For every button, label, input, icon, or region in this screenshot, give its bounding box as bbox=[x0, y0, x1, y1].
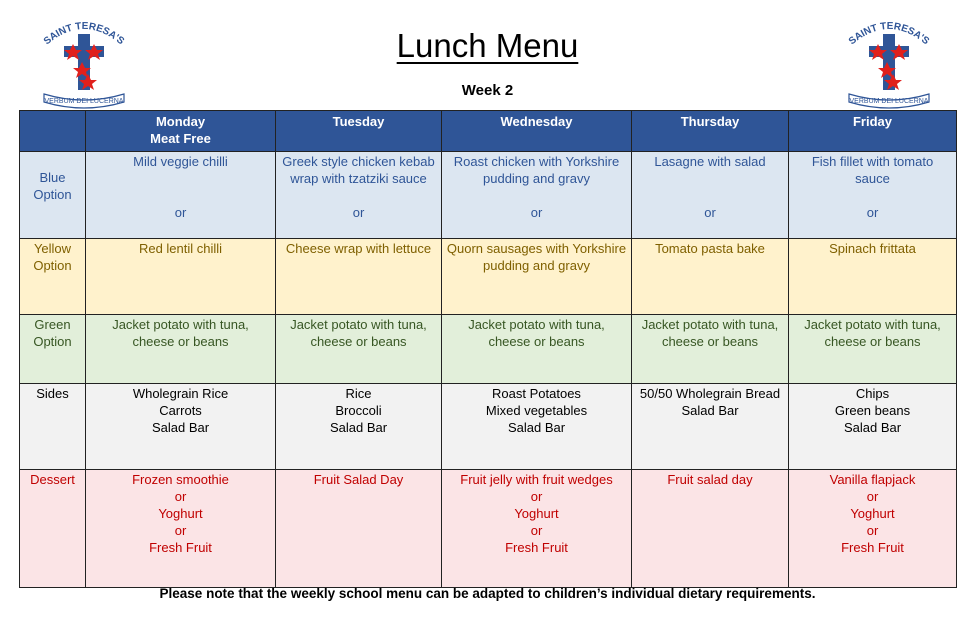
menu-item-text: Vanilla flapjack bbox=[829, 472, 916, 487]
menu-item-text: Fruit Salad Day bbox=[313, 472, 404, 487]
menu-item-text: Jacket potato with tuna, bbox=[641, 317, 779, 332]
row-label-dessert bbox=[20, 470, 86, 588]
menu-cell-yellow-option-monday bbox=[86, 239, 276, 315]
menu-cell-sides-monday bbox=[86, 384, 276, 470]
menu-cell-yellow-option-friday bbox=[789, 239, 957, 315]
menu-item-text: Broccoli bbox=[335, 403, 382, 418]
row-label-line: Option bbox=[33, 258, 72, 273]
menu-item-text: Spinach frittata bbox=[829, 241, 916, 256]
row-label-line: Dessert bbox=[30, 472, 75, 487]
menu-item-text: Salad Bar bbox=[329, 420, 388, 435]
menu-item-text: Yoghurt bbox=[158, 506, 203, 521]
header-wednesday: Wednesday bbox=[442, 111, 632, 152]
menu-cell-sides-wednesday bbox=[442, 384, 632, 470]
menu-item-text: Red lentil chilli bbox=[138, 241, 223, 256]
menu-item-text: or bbox=[174, 489, 187, 504]
menu-item-text: Jacket potato with tuna, bbox=[290, 317, 427, 332]
menu-cell-yellow-option-tuesday bbox=[276, 239, 442, 315]
table-row-dessert bbox=[20, 470, 957, 588]
table-row-green-option bbox=[20, 315, 957, 384]
menu-item-text: Yoghurt bbox=[514, 506, 559, 521]
menu-item-text: Mild veggie chilli bbox=[133, 154, 228, 169]
menu-item-text: pudding and gravy bbox=[483, 258, 590, 273]
table-row-blue-option bbox=[20, 152, 957, 239]
menu-item-text: cheese or beans bbox=[310, 334, 407, 349]
menu-item-text: Salad Bar bbox=[681, 403, 739, 418]
menu-item-text: or bbox=[866, 523, 879, 538]
menu-item-text: Frozen smoothie bbox=[132, 472, 229, 487]
row-label-line: Blue bbox=[39, 170, 66, 185]
header-thursday: Thursday bbox=[632, 111, 789, 152]
menu-cell-blue-option-friday bbox=[789, 152, 957, 239]
menu-item-text: cheese or beans bbox=[824, 334, 921, 349]
menu-cell-blue-option-thursday bbox=[632, 152, 789, 239]
menu-cell-blue-option-tuesday bbox=[276, 152, 442, 239]
menu-cell-dessert-wednesday bbox=[442, 470, 632, 588]
menu-item-text: or bbox=[866, 489, 879, 504]
page-title-text: Lunch Menu bbox=[396, 27, 579, 64]
menu-item-text: Quorn sausages with Yorkshire bbox=[446, 241, 627, 256]
menu-item-text: Fresh Fruit bbox=[841, 540, 904, 555]
menu-cell-dessert-friday bbox=[789, 470, 957, 588]
menu-item-text: Wholegrain Rice bbox=[132, 386, 229, 401]
logo-top-text: SAINT TERESA'S bbox=[41, 20, 127, 48]
menu-item-text: Fruit jelly with fruit wedges bbox=[460, 472, 613, 487]
week-label: Week 2 bbox=[461, 82, 514, 99]
or-separator: or bbox=[530, 205, 543, 220]
row-label-line: Green bbox=[34, 317, 71, 332]
menu-item-text: Tomato pasta bake bbox=[655, 241, 765, 256]
menu-item-text: Mixed vegetables bbox=[485, 403, 588, 418]
menu-item-text: Greek style chicken kebab bbox=[282, 154, 435, 169]
menu-item-text: cheese or beans bbox=[488, 334, 585, 349]
header-friday: Friday bbox=[789, 111, 957, 152]
menu-item-text: pudding and gravy bbox=[483, 171, 590, 186]
header-tuesday: Tuesday bbox=[276, 111, 442, 152]
menu-item-text: or bbox=[530, 489, 543, 504]
menu-item-text: Fruit salad day bbox=[667, 472, 753, 487]
dietary-note: Please note that the weekly school menu can be adapted to children’s individual dietary requirements. bbox=[159, 586, 816, 601]
menu-item-text: Salad Bar bbox=[151, 420, 210, 435]
menu-cell-green-option-friday bbox=[789, 315, 957, 384]
menu-item-text: Cheese wrap with lettuce bbox=[285, 241, 432, 256]
menu-item-text: Roast chicken with Yorkshire bbox=[453, 154, 620, 169]
menu-item-text: Fresh Fruit bbox=[505, 540, 568, 555]
or-separator: or bbox=[704, 205, 716, 220]
menu-item-text: Carrots bbox=[159, 403, 202, 418]
header-corner bbox=[20, 111, 86, 152]
menu-item-text: Green beans bbox=[834, 403, 911, 418]
menu-item-text: Chips bbox=[855, 386, 890, 401]
logo-top-text: SAINT TERESA'S bbox=[846, 20, 932, 48]
row-label-blue-option bbox=[20, 152, 86, 239]
menu-item-text: 50/50 Wholegrain Bread bbox=[639, 386, 781, 401]
menu-item-text: Yoghurt bbox=[850, 506, 895, 521]
or-separator: or bbox=[352, 205, 365, 220]
menu-item-text: wrap with tzatziki sauce bbox=[290, 171, 427, 186]
menu-cell-dessert-thursday bbox=[632, 470, 789, 588]
menu-item-text: Jacket potato with tuna, bbox=[804, 317, 941, 332]
menu-cell-green-option-thursday bbox=[632, 315, 789, 384]
menu-item-text: Jacket potato with tuna, bbox=[468, 317, 605, 332]
menu-cell-yellow-option-wednesday bbox=[442, 239, 632, 315]
menu-item-text: cheese or beans bbox=[661, 334, 759, 349]
menu-item-text: Fish fillet with tomato bbox=[811, 154, 934, 169]
menu-item-text: Lasagne with salad bbox=[654, 154, 766, 169]
row-label-line: Option bbox=[33, 187, 72, 202]
menu-cell-dessert-tuesday bbox=[276, 470, 442, 588]
menu-item-text: cheese or beans bbox=[132, 334, 229, 349]
table-row-sides bbox=[20, 384, 957, 470]
row-label-green-option bbox=[20, 315, 86, 384]
menu-cell-green-option-tuesday bbox=[276, 315, 442, 384]
menu-cell-sides-friday bbox=[789, 384, 957, 470]
menu-item-text: Jacket potato with tuna, bbox=[112, 317, 249, 332]
menu-item-text: Fresh Fruit bbox=[149, 540, 212, 555]
row-label-line: Yellow bbox=[33, 241, 72, 256]
menu-cell-dessert-monday bbox=[86, 470, 276, 588]
row-label-sides bbox=[20, 384, 86, 470]
menu-cell-sides-thursday bbox=[632, 384, 789, 470]
menu-cell-yellow-option-thursday bbox=[632, 239, 789, 315]
table-row-yellow-option bbox=[20, 239, 957, 315]
logo-bottom-text: VERBUM DEI LUCERNA bbox=[44, 98, 124, 105]
logo-bottom-text: VERBUM DEI LUCERNA bbox=[849, 98, 929, 105]
menu-item-text: Roast Potatoes bbox=[492, 386, 581, 401]
header-monday: Monday Meat Free bbox=[86, 111, 276, 152]
menu-item-text: sauce bbox=[855, 171, 890, 186]
lunch-menu-table bbox=[19, 110, 957, 588]
row-label-line: Sides bbox=[36, 386, 69, 401]
menu-item-text: Salad Bar bbox=[843, 420, 902, 435]
menu-cell-blue-option-monday bbox=[86, 152, 276, 239]
menu-item-text: Salad Bar bbox=[507, 420, 566, 435]
row-label-line: Option bbox=[33, 334, 72, 349]
page-title bbox=[0, 26, 975, 66]
menu-cell-green-option-wednesday bbox=[442, 315, 632, 384]
table-header-row bbox=[20, 111, 957, 152]
menu-item-text: or bbox=[530, 523, 543, 538]
menu-cell-blue-option-wednesday bbox=[442, 152, 632, 239]
or-separator: or bbox=[866, 205, 879, 220]
row-label-yellow-option bbox=[20, 239, 86, 315]
menu-item-text: Rice bbox=[345, 386, 372, 401]
menu-cell-green-option-monday bbox=[86, 315, 276, 384]
menu-item-text: or bbox=[174, 523, 187, 538]
menu-cell-sides-tuesday bbox=[276, 384, 442, 470]
or-separator: or bbox=[174, 205, 187, 220]
